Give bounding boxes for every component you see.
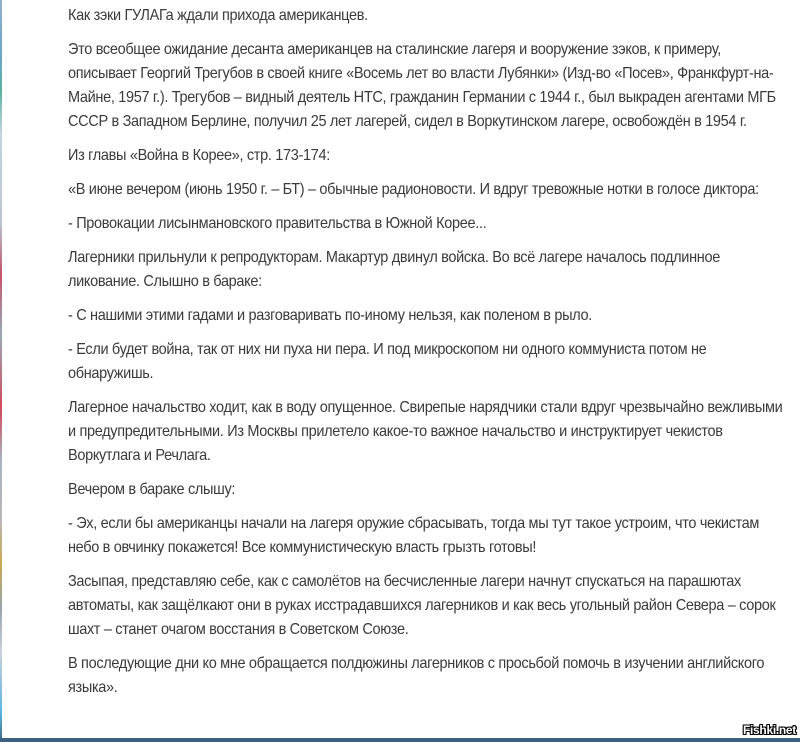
article-paragraph: Лагерное начальство ходит, как в воду опущенное. Свирепые нарядчики стали вдруг чрезвычайно вежливыми и предупредительными. Из Москвы прилетело какое-то важное начальство и инструктирует чекистов Воркутлага и Речлага. [68, 399, 783, 464]
article-paragraph: Вечером в бараке слышу: [68, 481, 236, 498]
article-paragraph: - Провокации лисынмановского правительства в Южной Корее... [68, 215, 487, 232]
article-paragraph: Лагерники прильнули к репродукторам. Макартур двинул войска. Во всё лагере началось подлинное ликование. Слышно в бараке: [68, 249, 720, 290]
article-paragraph: - Если будет война, так от них ни пуха ни пера. И под микроскопом ни одного коммуниста потом не обнаружишь. [68, 341, 707, 382]
left-edge-strip [0, 0, 2, 742]
article-body [68, 4, 790, 710]
article-paragraph: Из главы «Война в Корее», стр. 173-174: [68, 147, 330, 164]
article-paragraph: «В июне вечером (июнь 1950 г. – БТ) – обычные радионовости. И вдруг тревожные нотки в голосе диктора: [68, 181, 759, 198]
article-paragraph: - Эх, если бы американцы начали на лагеря оружие сбрасывать, тогда мы тут такое устроим, что чекистам небо в овчинку покажется! Все коммунистическую власть грызть готовы! [68, 515, 760, 556]
fishki-watermark: Fishki.net [742, 723, 796, 737]
article-title-line: Как зэки ГУЛАГа ждали прихода американцев. [68, 7, 368, 24]
article-paragraph: - С нашими этими гадами и разговаривать по-иному нельзя, как поленом в рыло. [68, 307, 592, 324]
article-paragraph: Это всеобщее ожидание десанта американцев на сталинские лагеря и вооружение зэков, к примеру, описывает Георгий Трегубов в своей книге «Восемь лет во власти Лубянки» (Изд-во «Посев», Франкфурт-на-Майне, 1957 г.). Трегубов – видный деятель НТС, гражданин Германии с 1944 г., был выкраден агентами МГБ СССР в Западном Берлине, получил 25 лет лагерей, сидел в Воркутинском лагере, освобождён в 1954 г. [68, 41, 776, 130]
bottom-bar [0, 738, 800, 742]
article-paragraph: В последующие дни ко мне обращается полдюжины лагерников с просьбой помочь в изучении английского языка». [68, 655, 765, 696]
article-paragraph: Засыпая, представляю себе, как с самолётов на бесчисленные лагери начнут спускаться на парашютах автоматы, как защёлкают они в руках исстрадавшихся лагерников и как весь угольный район Севера – сорок шахт – станет очагом восстания в Советском Союзе. [68, 573, 776, 638]
